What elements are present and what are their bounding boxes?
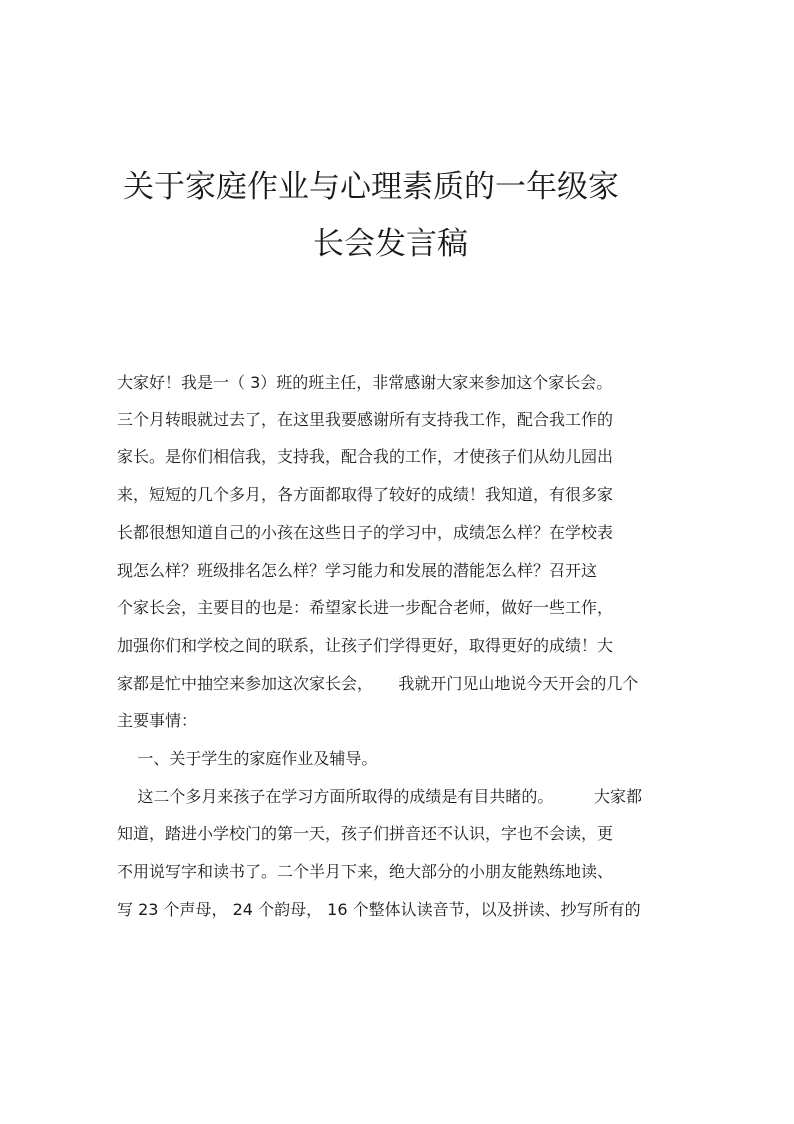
document-title-line-2: 长会发言稿 [313,226,468,262]
body-line: 三个月转眼就过去了，在这里我要感谢所有支持我工作，配合我工作的 [117,410,614,429]
section-heading: 一、关于学生的家庭作业及辅导。 [117,749,378,768]
body-line: 主要事情： [117,711,198,730]
body-line: 这二个多月来孩子在学习方面所取得的成绩是有目共睹的。 大家都 [117,787,643,806]
body-line: 不用说写字和读书了。二个半月下来，绝大部分的小朋友能熟练地读、 [117,862,614,881]
body-line: 写 23 个声母， 24 个韵母， 16 个整体认读音节，以及拼读、抄写所有的 [117,900,641,919]
document-title-line-1: 关于家庭作业与心理素质的一年级家 [123,169,619,205]
body-line: 加强你们和学校之间的联系，让孩子们学得更好，取得更好的成绩！大 [117,636,614,655]
body-line: 家长。是你们相信我，支持我，配合我的工作，才使孩子们从幼儿园出 [117,447,614,466]
body-line: 来，短短的几个多月，各方面都取得了较好的成绩！我知道，有很多家 [117,485,614,504]
body-line: 现怎么样？班级排名怎么样？学习能力和发展的潜能怎么样？召开这 [117,561,598,580]
body-line: 知道，踏进小学校门的第一天，孩子们拼音还不认识，字也不会读，更 [117,824,614,843]
body-line: 个家长会，主要目的也是：希望家长进一步配合老师，做好一些工作， [117,598,614,617]
body-line: 长都很想知道自己的小孩在这些日子的学习中，成绩怎么样？在学校表 [117,523,614,542]
body-line: 大家好！我是一（ 3）班的班主任，非常感谢大家来参加这个家长会。 [117,373,613,392]
body-line: 家都是忙中抽空来参加这次家长会， 我就开门见山地说今天开会的几个 [117,674,639,693]
